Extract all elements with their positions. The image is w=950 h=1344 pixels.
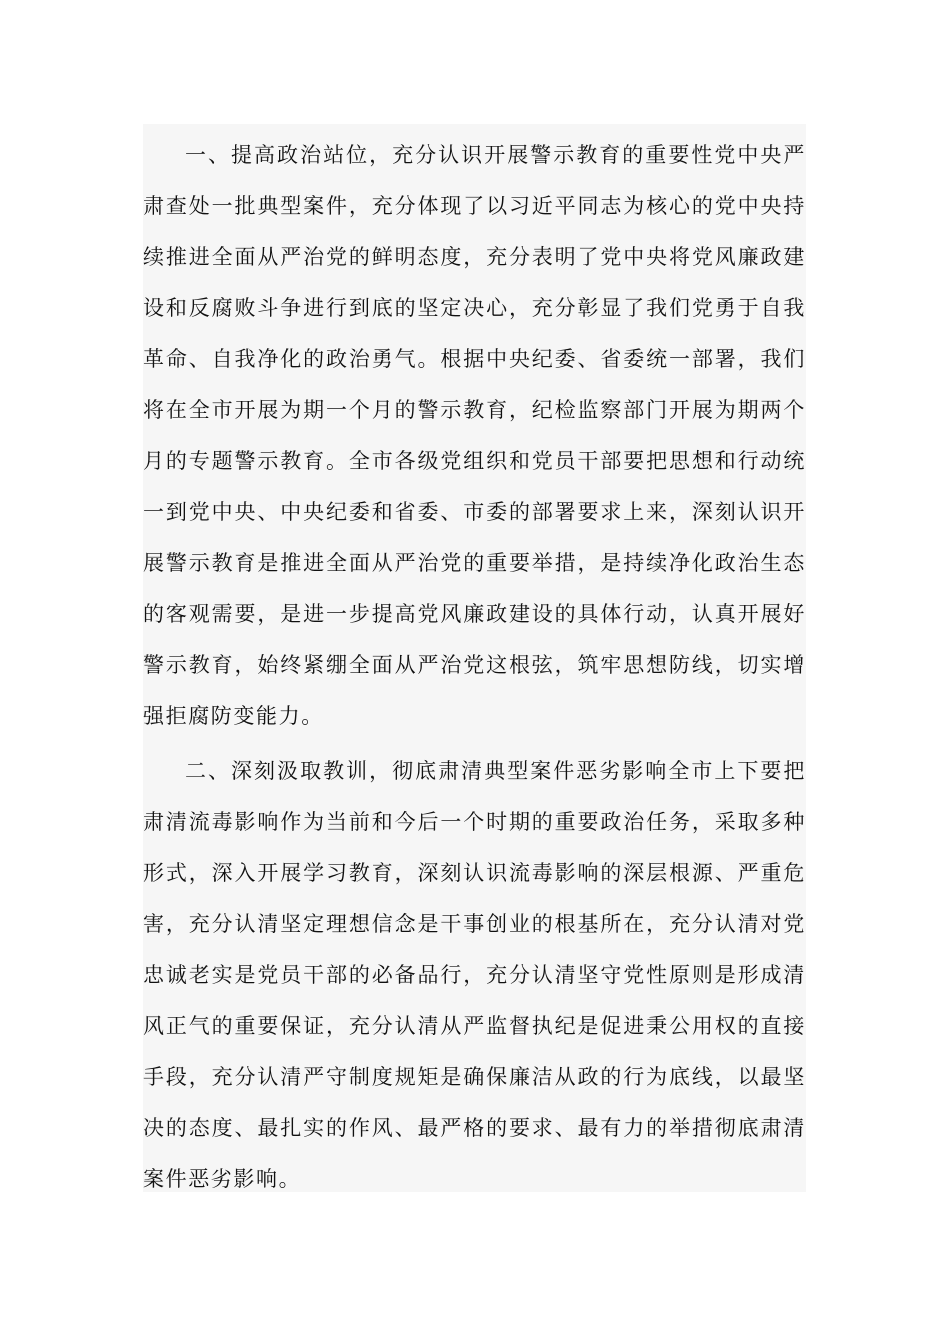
paragraph-1: 一、提高政治站位，充分认识开展警示教育的重要性党中央严肃查处一批典型案件，充分体现了以习近平同志为核心的党中央持续推进全面从严治党的鲜明态度，充分表明了党中央将党风廉政建设和反腐败斗争进行到底的坚定决心，充分彰显了我们党勇于自我革命、自我净化的政治勇气。根据中央纪委、省委统一部署，我们将在全市开展为期一个月的警示教育，纪检监察部门开展为期两个月的专题警示教育。全市各级党组织和党员干部要把思想和行动统一到党中央、中央纪委和省委、市委的部署要求上来，深刻认识开展警示教育是推进全面从严治党的重要举措，是持续净化政治生态的客观需要，是进一步提高党风廉政建设的具体行动，认真开展好警示教育，始终紧绷全面从严治党这根弦，筑牢思想防线，切实增强拒腐防变能力。 bbox=[143, 143, 806, 728]
paragraph-2: 二、深刻汲取教训，彻底肃清典型案件恶劣影响全市上下要把肃清流毒影响作为当前和今后一个时期的重要政治任务，采取多种形式，深入开展学习教育，深刻认识流毒影响的深层根源、严重危害，充分认清坚定理想信念是干事创业的根基所在，充分认清对党忠诚老实是党员干部的必备品行，充分认清坚守党性原则是形成清风正气的重要保证，充分认清从严监督执纪是促进秉公用权的直接手段，充分认清严守制度规矩是确保廉洁从政的行为底线，以最坚决的态度、最扎实的作风、最严格的要求、最有力的举措彻底肃清案件恶劣影响。 bbox=[143, 759, 806, 1191]
document-body bbox=[143, 124, 806, 1192]
